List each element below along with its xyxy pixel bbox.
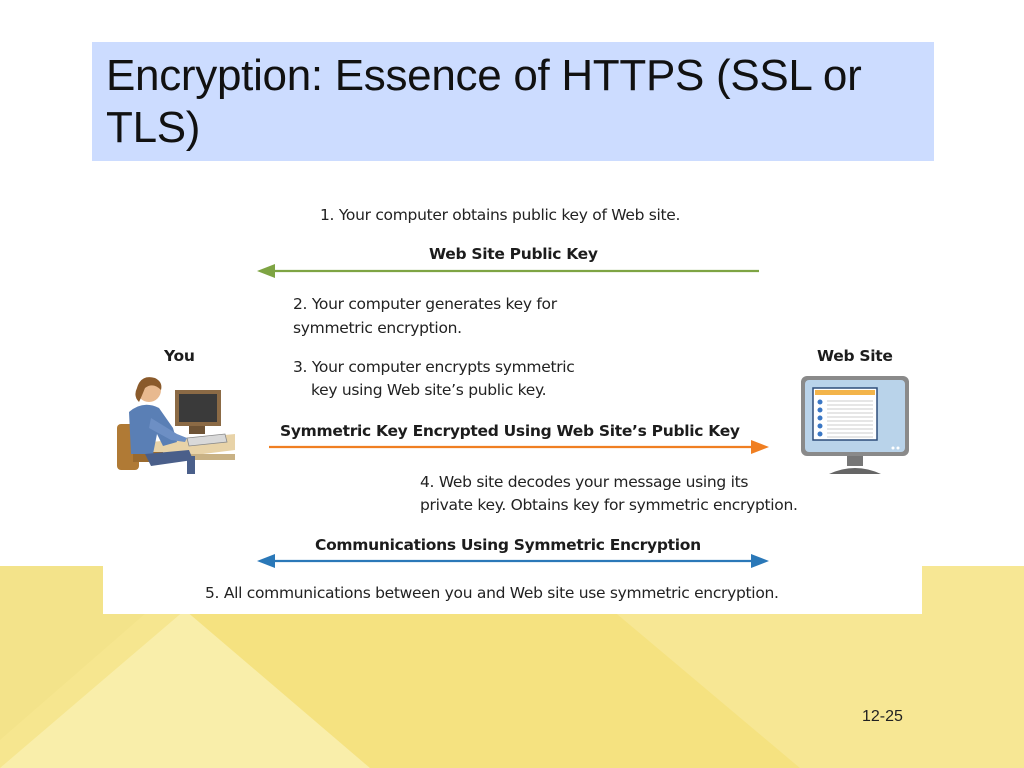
slide-number: 12-25 [862,708,903,725]
title-box [92,42,934,161]
public-key-arrow [255,264,765,278]
step-3-line-1: 3. Your computer encrypts symmetric [293,358,575,376]
step-5-text: 5. All communications between you and Web site use symmetric encryption. [205,584,779,602]
step-2-line-2: symmetric encryption. [293,319,462,337]
slide-title: Encryption: Essence of HTTPS (SSL or TLS) [106,51,862,152]
step-1-text: 1. Your computer obtains public key of Web site. [320,206,681,224]
communications-arrow-label: Communications Using Symmetric Encryption [315,536,701,554]
you-label: You [164,347,195,365]
user-at-computer-icon [115,372,235,478]
symmetric-key-arrow-label: Symmetric Key Encrypted Using Web Site’s Public Key [280,422,740,440]
web-server-monitor-icon [799,374,911,478]
step-4-line-2: private key. Obtains key for symmetric encryption. [420,496,798,514]
web-site-label: Web Site [817,347,893,365]
step-3-line-2: key using Web site’s public key. [311,381,547,399]
step-2-line-1: 2. Your computer generates key for [293,295,557,313]
https-diagram [103,188,922,614]
step-4-line-1: 4. Web site decodes your message using its [420,473,749,491]
public-key-arrow-label: Web Site Public Key [429,245,598,263]
communications-arrow [255,554,771,568]
symmetric-key-arrow [269,440,771,454]
